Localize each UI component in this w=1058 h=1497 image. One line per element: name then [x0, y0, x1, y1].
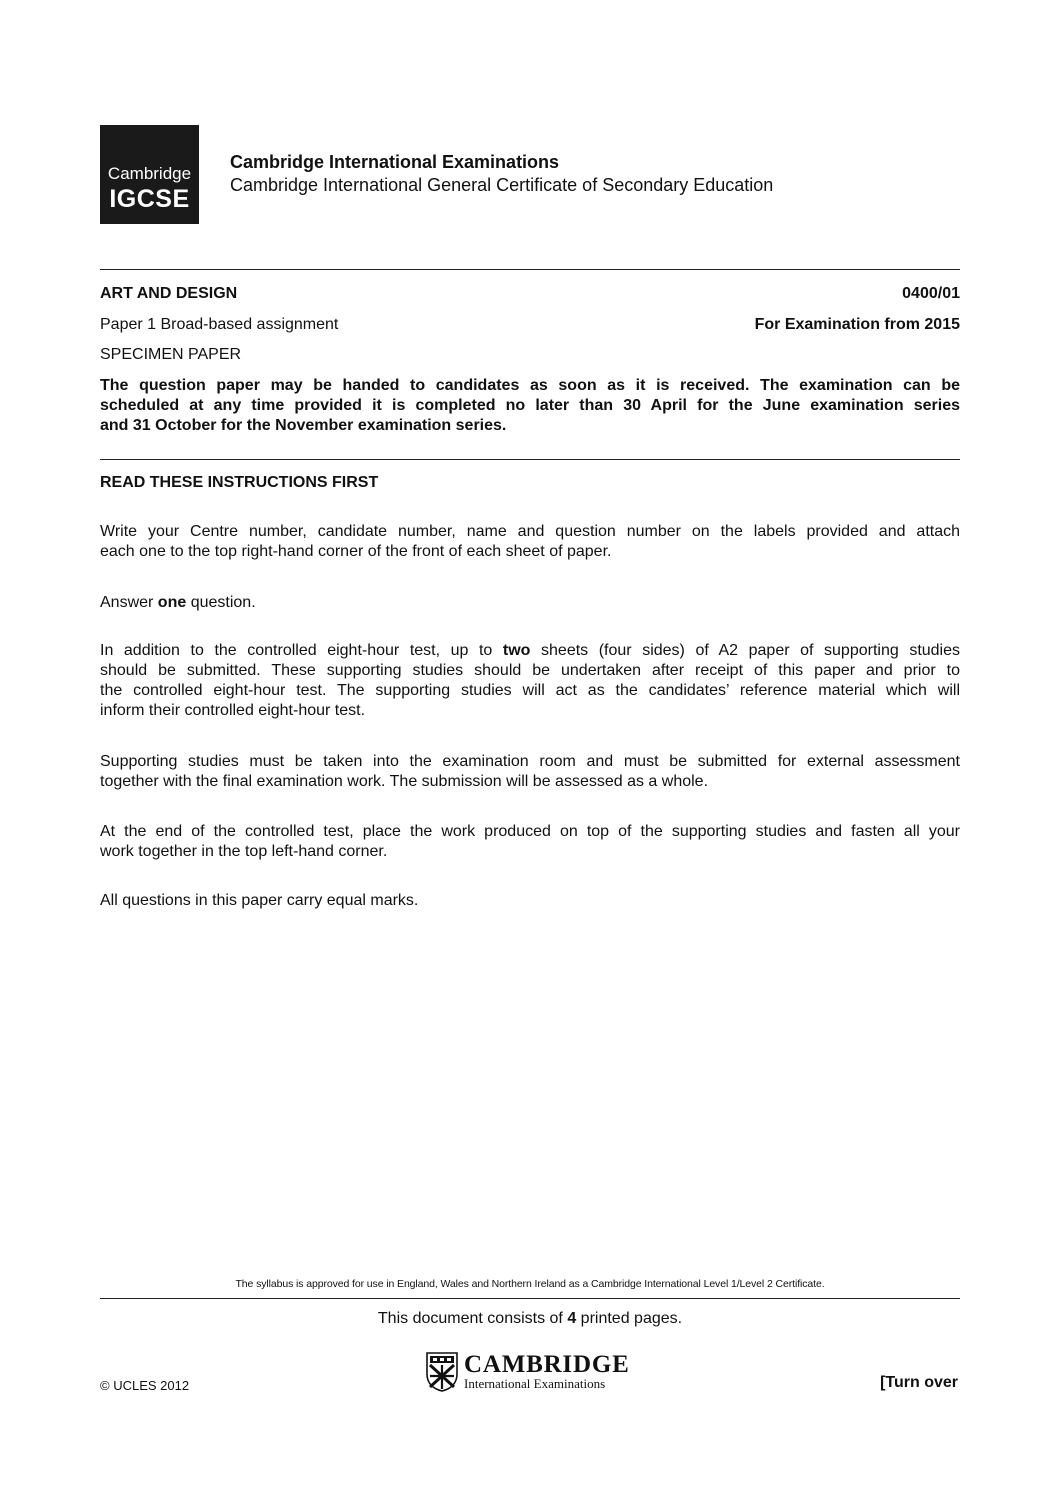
instruction-answer [100, 593, 960, 613]
instruction-labels [100, 522, 960, 562]
sheet-count: two [502, 642, 531, 659]
cambridge-wordmark: CAMBRIDGE [464, 1351, 630, 1378]
certificate-name: Cambridge International General Certificate of Secondary Education [230, 175, 774, 195]
instruction-submission [100, 752, 960, 792]
footer-divider [100, 1298, 960, 1299]
organisation-name: Cambridge International Examinations [230, 152, 560, 172]
instruction-line: Supporting studies must be taken into the examination room and must be submitted for external assessment [100, 753, 960, 770]
logo-line-cambridge: Cambridge [107, 164, 192, 183]
pages-count: 4 [567, 1310, 577, 1327]
answer-text-before: Answer [100, 594, 158, 611]
instructions-heading: READ THESE INSTRUCTIONS FIRST [100, 474, 379, 491]
studies-text-after: sheets (four sides) of A2 paper of supporting studies [530, 642, 961, 659]
notice-line: and 31 October for the November examination series. [100, 417, 507, 434]
instruction-line: Write your Centre number, candidate number, name and question number on the labels provided and attach [100, 523, 960, 540]
cambridge-footer-logo [426, 1352, 636, 1392]
cambridge-subtitle: International Examinations [464, 1376, 606, 1391]
instruction-line: should be submitted. These supporting studies should be undertaken after receipt of this paper and prior to [100, 662, 960, 679]
exam-from: For Examination from 2015 [754, 316, 960, 333]
instruction-line: At the end of the controlled test, place the work produced on top of the supporting studies and fasten all your [100, 823, 960, 840]
header-divider [100, 269, 960, 270]
answer-text-after: question. [186, 594, 256, 611]
instruction-line: work together in the top left-hand corner. [100, 843, 388, 860]
copyright: © UCLES 2012 [100, 1378, 190, 1393]
instruction-marks [100, 891, 960, 911]
turn-over: [Turn over [880, 1374, 958, 1391]
instruction-line: the controlled eight-hour test. The supporting studies will act as the candidates’ reference material which will [100, 682, 960, 699]
instruction-line: together with the final examination work. The submission will be assessed as a whole. [100, 773, 709, 790]
pages-text-after: printed pages. [576, 1310, 683, 1327]
instruction-supporting-studies [100, 641, 960, 721]
page-count-line [100, 1310, 960, 1328]
specimen-label: SPECIMEN PAPER [100, 346, 242, 363]
cambridge-igcse-logo [100, 125, 199, 224]
university-crest-icon [426, 1352, 458, 1392]
studies-text-before: In addition to the controlled eight-hour test, up to [100, 642, 503, 659]
paper-code: 0400/01 [902, 285, 960, 302]
instruction-line: All questions in this paper carry equal marks. [100, 892, 419, 909]
instruction-fasten [100, 822, 960, 862]
syllabus-approval-note: The syllabus is approved for use in England, Wales and Northern Ireland as a Cambridge International Level 1/Level 2 Certificate. [235, 1278, 825, 1290]
instruction-line: each one to the top right-hand corner of the front of each sheet of paper. [100, 543, 612, 560]
paper-title: Paper 1 Broad-based assignment [100, 316, 339, 333]
instruction-line: inform their controlled eight-hour test. [100, 702, 366, 719]
answer-count: one [157, 594, 187, 611]
notice-line: scheduled at any time provided it is completed no later than 30 April for the June examination series [100, 397, 960, 414]
pages-text-before: This document consists of [377, 1310, 568, 1327]
subject-title: ART AND DESIGN [100, 285, 238, 302]
handout-notice [100, 376, 960, 436]
logo-line-igcse: IGCSE [109, 185, 190, 213]
instructions-divider [100, 459, 960, 460]
notice-line: The question paper may be handed to candidates as soon as it is received. The examination can be [100, 377, 960, 394]
